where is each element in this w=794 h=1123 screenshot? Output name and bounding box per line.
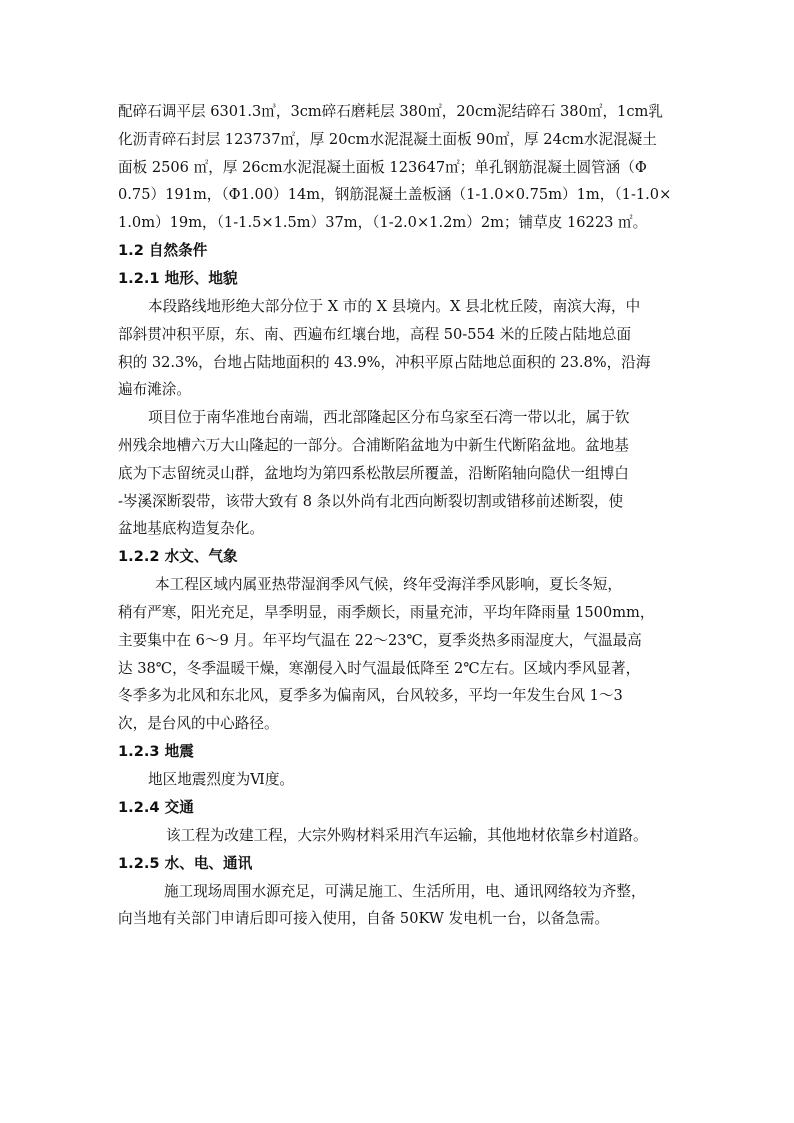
text-line: 本工程区域内属亚热带湿润季风气候，终年受海洋季风影响，夏长冬短， bbox=[155, 576, 623, 594]
text-line: -岑溪深断裂带，该带大致有 8 条以外尚有北西向断裂切割或错移前述断裂，使 bbox=[118, 492, 624, 510]
text-line: 施工现场周围水源充足，可满足施工、生活所用，电、通讯网络较为齐整， bbox=[164, 882, 646, 900]
text-line: 次，是台风的中心路径。 bbox=[118, 715, 279, 733]
text-line: 地区地震烈度为Ⅵ度。 bbox=[148, 770, 295, 788]
materials-paragraph bbox=[118, 98, 678, 237]
geology-paragraph bbox=[118, 404, 678, 543]
text-line: 底为下志留统灵山群，盆地均为第四系松散层所覆盖，沿断陷轴向隐伏一组博白 bbox=[118, 464, 629, 482]
text-line: 达 38℃，冬季温暖干燥，寒潮侵入时气温最低降至 2℃左右。区域内季风显著， bbox=[118, 659, 641, 677]
section-heading-hydrology-climate: 1.2.2 水文、气象 bbox=[118, 548, 238, 566]
utilities-paragraph bbox=[118, 878, 678, 934]
terrain-paragraph bbox=[118, 293, 678, 404]
section-heading-terrain: 1.2.1 地形、地貌 bbox=[118, 269, 238, 287]
climate-paragraph bbox=[118, 571, 678, 738]
text-line: 配碎石调平层 6301.3㎥，3cm碎石磨耗层 380㎡，20cm泥结碎石 380㎡，1cm乳 bbox=[118, 103, 663, 120]
transportation-paragraph bbox=[118, 822, 678, 850]
text-line: 遍布滩涂。 bbox=[118, 381, 191, 399]
section-heading-utilities: 1.2.5 水、电、通讯 bbox=[118, 854, 253, 872]
text-line: 1.0m）19m，（1-1.5×1.5m）37m，（1-2.0×1.2m）2m；铺草皮 16223 ㎡。 bbox=[118, 214, 648, 232]
text-line: 稍有严寒，阳光充足，旱季明显，雨季颇长，雨量充沛，平均年降雨量 1500mm， bbox=[118, 603, 655, 621]
text-line: 项目位于南华准地台南端，西北部隆起区分布乌家至石湾一带以北，属于钦 bbox=[148, 409, 630, 427]
text-line: 化沥青碎石封层 123737㎡，厚 20cm水泥混凝土面板 90㎡，厚 24cm水泥混凝土 bbox=[118, 130, 657, 148]
text-line: 盆地基底构造复杂化。 bbox=[118, 520, 264, 538]
section-heading-natural-conditions: 1.2 自然条件 bbox=[118, 241, 208, 259]
text-line: 冬季多为北风和东北风，夏季多为偏南风，台风较多，平均一年发生台风 1～3 bbox=[118, 687, 623, 705]
text-line: 积的 32.3%，台地占陆地面积的 43.9%，冲积平原占陆地总面积的 23.8%，沿海 bbox=[118, 353, 651, 371]
text-line: 向当地有关部门申请后即可接入使用，自备 50KW 发电机一台，以备急需。 bbox=[118, 910, 610, 928]
section-heading-transportation: 1.2.4 交通 bbox=[118, 798, 194, 816]
text-line: 面板 2506 ㎡，厚 26cm水泥混凝土面板 123647㎡；单孔钢筋混凝土圆管涵（Φ bbox=[118, 158, 647, 176]
text-line: 州残余地槽六万大山隆起的一部分。合浦断陷盆地为中新生代断陷盆地。盆地基 bbox=[118, 436, 629, 454]
text-line: 该工程为改建工程，大宗外购材料采用汽车运输，其他地材依靠乡村道路。 bbox=[166, 826, 648, 844]
text-line: 主要集中在 6～9 月。年平均气温在 22～23℃，夏季炎热多雨湿度大，气温最高 bbox=[118, 631, 642, 649]
earthquake-paragraph bbox=[118, 766, 678, 794]
text-line: 部斜贯冲积平原，东、南、西遍布红壤台地，高程 50-554 米的丘陵占陆地总面 bbox=[118, 325, 632, 343]
document-body bbox=[118, 98, 678, 933]
text-line: 本段路线地形绝大部分位于 X 市的 X 县境内。X 县北枕丘陵，南滨大海，中 bbox=[148, 297, 641, 315]
text-line: 0.75）191m，（Φ1.00）14m，钢筋混凝土盖板涵（1-1.0×0.75m）1m，（1-1.0× bbox=[118, 186, 672, 204]
section-heading-earthquake: 1.2.3 地震 bbox=[118, 742, 194, 760]
